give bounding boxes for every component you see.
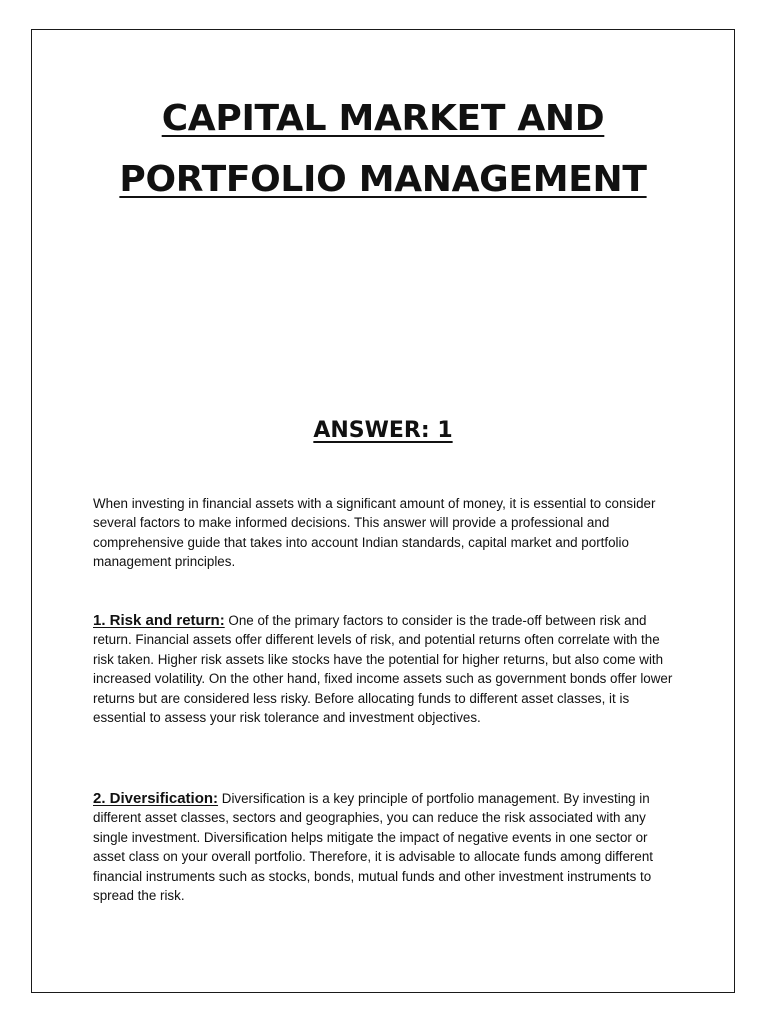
section-body: One of the primary factors to consider is the trade-off between risk and return. Financial assets offer different levels of risk, and potential returns often correlate with the risk taken. Higher risk assets like stocks have the potential for higher returns, but also come with increased volatility. On the other hand, fixed income assets such as government bonds offer lower returns but are considered less risky. Before allocating funds to different asset classes, it is essential to assess your risk tolerance and investment objectives. (93, 613, 673, 726)
document-title (31, 88, 735, 210)
title-line-2: PORTFOLIO MANAGEMENT (119, 159, 647, 200)
title-line-1: CAPITAL MARKET AND (161, 98, 605, 139)
section-body: Diversification is a key principle of portfolio management. By investing in different asset classes, sectors and geographies, you can reduce the risk associated with any single investment. Diversification helps mitigate the impact of negative events in one sector or asset class on your overall portfolio. Therefore, it is advisable to allocate funds among different financial instruments such as stocks, bonds, mutual funds and other investment instruments to spread the risk. (93, 791, 653, 904)
section-label: 2. Diversification: (93, 790, 219, 807)
intro-paragraph: When investing in financial assets with a significant amount of money, it is essential to consider several factors to make informed decisions. This answer will provide a professional and comprehensive guide that takes into account Indian standards, capital market and portfolio management principles. (93, 496, 656, 570)
section-label: 1. Risk and return: (93, 612, 225, 629)
section-risk-and-return (93, 611, 683, 727)
section-diversification (93, 789, 683, 905)
answer-heading: ANSWER: 1 (313, 418, 453, 443)
